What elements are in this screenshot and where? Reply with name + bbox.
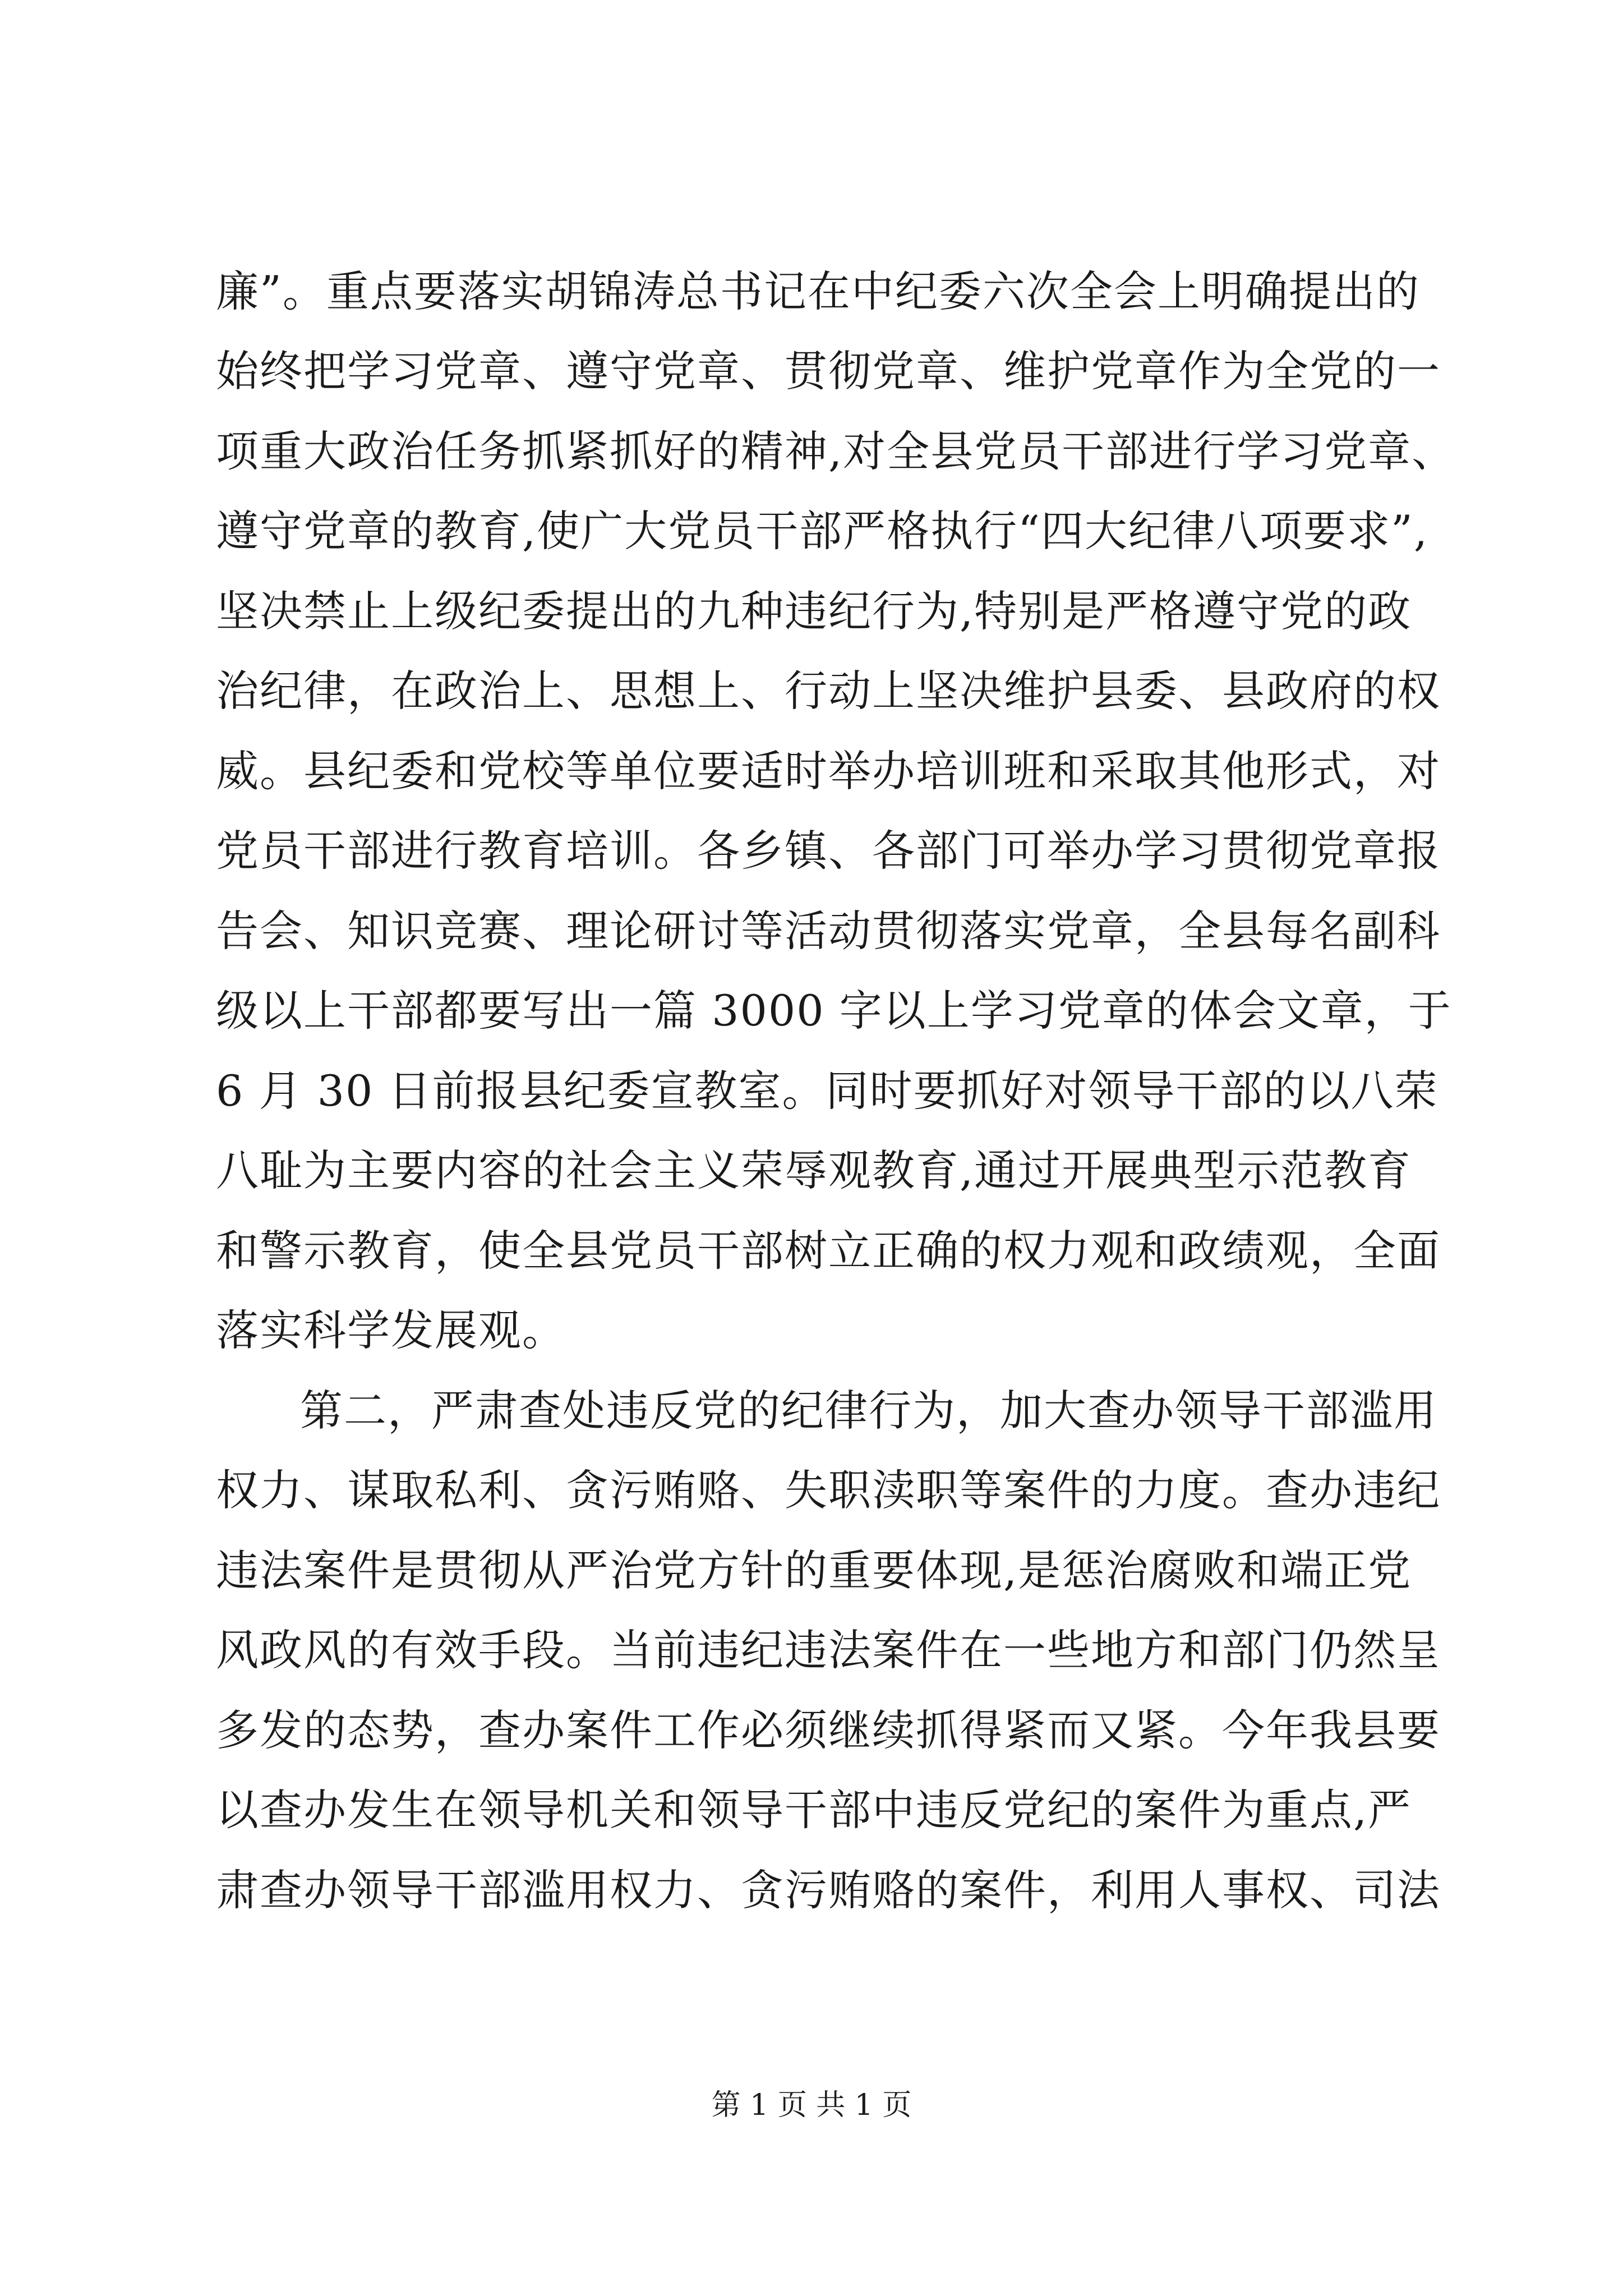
body-text-line: 廉”。重点要落实胡锦涛总书记在中纪委六次全会上明确提出的 xyxy=(216,266,1420,316)
body-text-line: 肃查办领导干部滥用权力、贪污贿赂的案件，利用人事权、司法 xyxy=(216,1865,1441,1915)
body-text-line: 和警示教育，使全县党员干部树立正确的权力观和政绩观，全面 xyxy=(216,1226,1441,1276)
body-text-line: 威。县纪委和党校等单位要适时举办培训班和采取其他形式，对 xyxy=(216,746,1441,796)
body-text-line: 坚决禁止上级纪委提出的九种违纪行为,特别是严格遵守党的政 xyxy=(216,586,1412,636)
paragraph-start-line: 第二，严肃查处违反党的纪律行为，加大查办领导干部滥用 xyxy=(300,1386,1437,1435)
page-footer: 第 1 页 共 1 页 xyxy=(711,2088,912,2122)
body-text-line: 多发的态势，查办案件工作必须继续抓得紧而又紧。今年我县要 xyxy=(216,1705,1441,1755)
body-text-line: 落实科学发展观。 xyxy=(216,1305,566,1355)
body-text-line: 权力、谋取私利、贪污贿赂、失职渎职等案件的力度。查办违纪 xyxy=(216,1465,1441,1515)
body-text-line: 级以上干部都要写出一篇 3000 字以上学习党章的体会文章，于 xyxy=(216,986,1452,1036)
body-text-line: 风政风的有效手段。当前违纪违法案件在一些地方和部门仍然呈 xyxy=(216,1625,1441,1675)
body-text-line: 告会、知识竞赛、理论研讨等活动贯彻落实党章，全县每名副科 xyxy=(216,906,1441,956)
body-text-line: 遵守党章的教育,使广大党员干部严格执行“四大纪律八项要求”, xyxy=(216,506,1429,556)
body-text-line: 党员干部进行教育培训。各乡镇、各部门可举办学习贯彻党章报 xyxy=(216,826,1441,876)
body-text-line: 6 月 30 日前报县纪委宣教室。同时要抓好对领导干部的以八荣 xyxy=(216,1066,1438,1116)
body-text-line: 以查办发生在领导机关和领导干部中违反党纪的案件为重点,严 xyxy=(216,1785,1412,1835)
body-text-line: 违法案件是贯彻从严治党方针的重要体现,是惩治腐败和端正党 xyxy=(216,1545,1412,1595)
body-text-line: 治纪律，在政治上、思想上、行动上坚决维护县委、县政府的权 xyxy=(216,666,1441,716)
body-text-line: 项重大政治任务抓紧抓好的精神,对全县党员干部进行学习党章、 xyxy=(216,426,1456,476)
body-text-line: 始终把学习党章、遵守党章、贯彻党章、维护党章作为全党的一 xyxy=(216,346,1441,396)
body-text-line: 八耻为主要内容的社会主义荣辱观教育,通过开展典型示范教育 xyxy=(216,1145,1412,1195)
